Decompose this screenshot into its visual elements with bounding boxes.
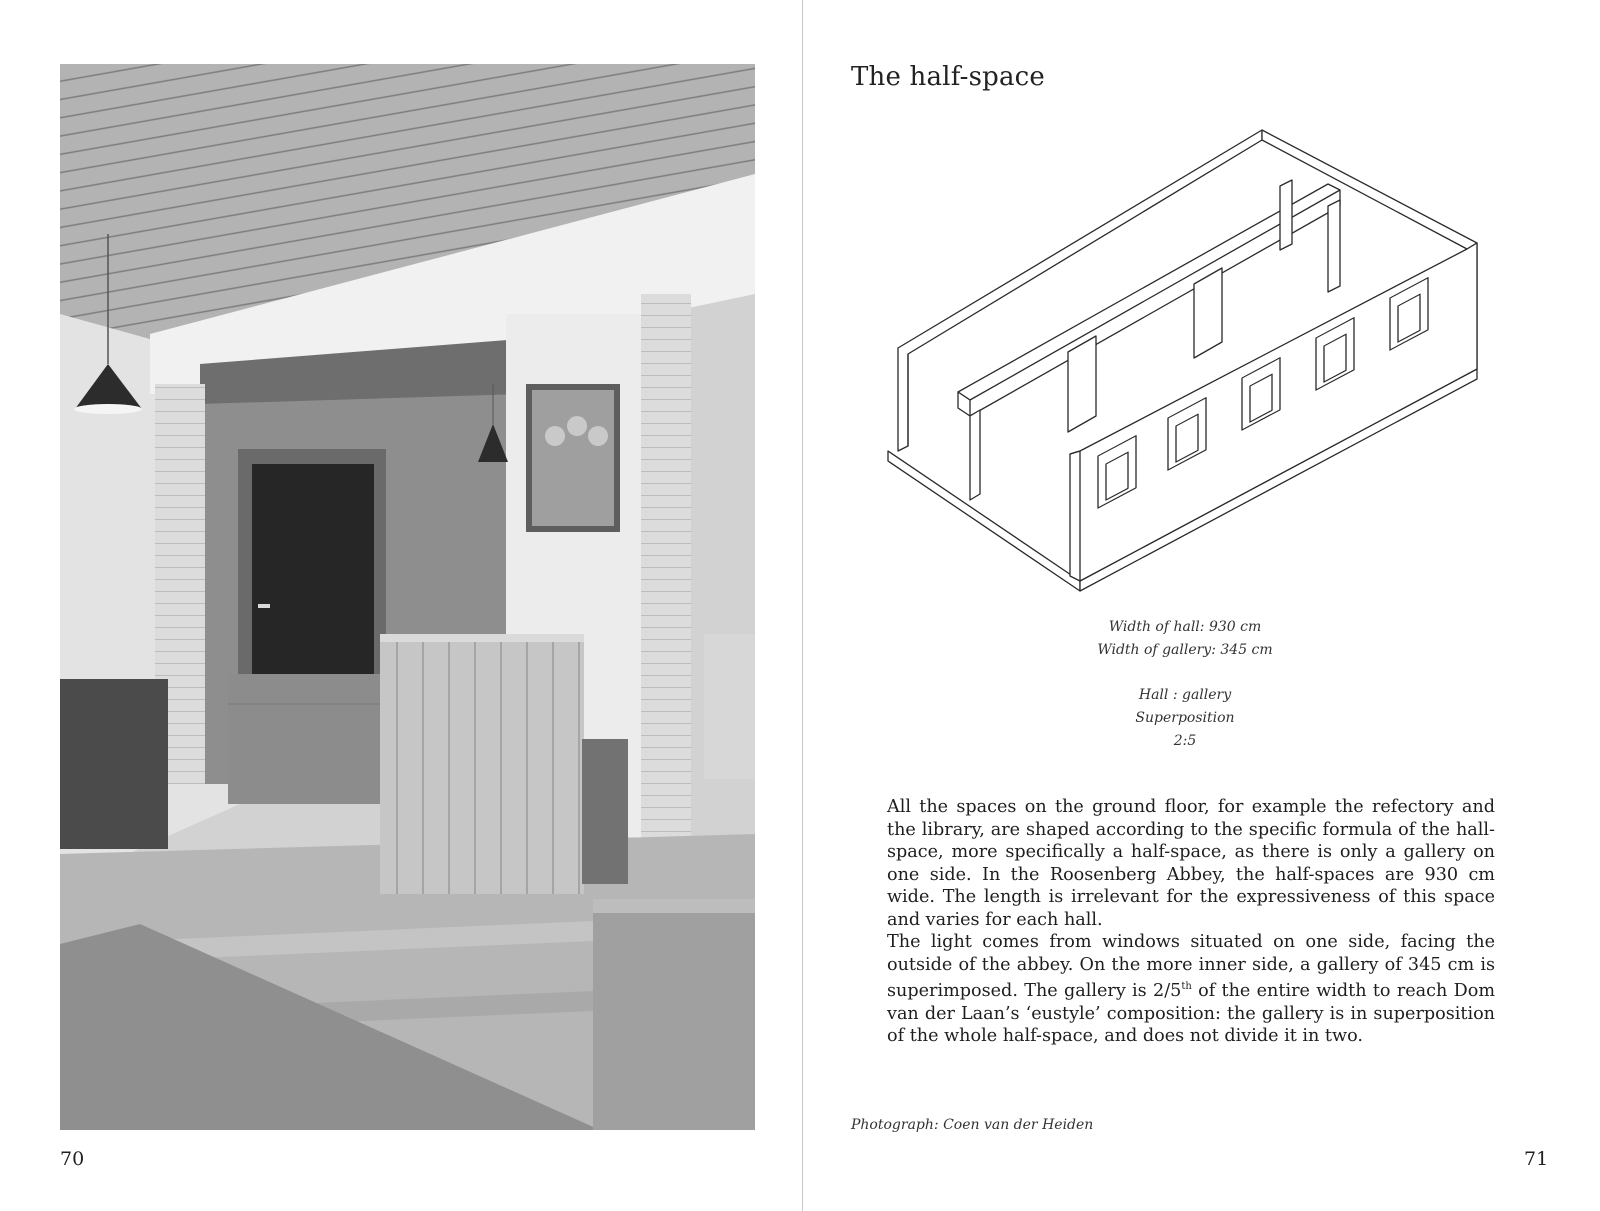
caption-width-hall: Width of hall: 930 cm xyxy=(1108,619,1262,635)
caption-ratio-label: Hall : gallery xyxy=(1138,687,1232,703)
section-title: The half-space xyxy=(851,62,1046,92)
paragraph-2-text-a: The light comes from windows situated on one side, facing the outside of the abbey. On the more inner side, a gallery of 345 cm is superimposed. The gallery is 2/5 xyxy=(887,932,1495,1002)
diagram-dimensions xyxy=(1000,616,1370,662)
page-number-left: 70 xyxy=(60,1148,85,1170)
body-paragraph-2 xyxy=(887,931,1495,1048)
caption-width-gallery: Width of gallery: 345 cm xyxy=(1097,642,1273,658)
page-number-right: 71 xyxy=(1524,1148,1549,1170)
diagram-ratio xyxy=(1000,684,1370,753)
page-gutter xyxy=(802,0,803,1211)
caption-ratio: 2:5 xyxy=(1173,733,1197,749)
interior-photograph xyxy=(60,64,755,1130)
body-paragraph-1: All the spaces on the ground floor, for example the refectory and the library, are shaped according to the specific formula of the hall-space, more specifically a half-space, as there is only a gallery on one side. In the Roosenberg Abbey, the half-spaces are 930 cm wide. The length is irrelevant for the expressiveness of this space and varies for each hall. xyxy=(887,797,1495,930)
caption-relation: Superposition xyxy=(1135,710,1235,726)
half-space-axonometric-diagram xyxy=(880,126,1500,606)
paragraph-2-text-b: of the entire width to reach Dom van der Laan’s ‘eustyle’ composition: the gallery is in superposition of the whole half-space, and does not divide it in two. xyxy=(887,981,1496,1047)
ordinal-superscript: th xyxy=(1181,981,1192,993)
photo-credit: Photograph: Coen van der Heiden xyxy=(851,1117,1094,1133)
